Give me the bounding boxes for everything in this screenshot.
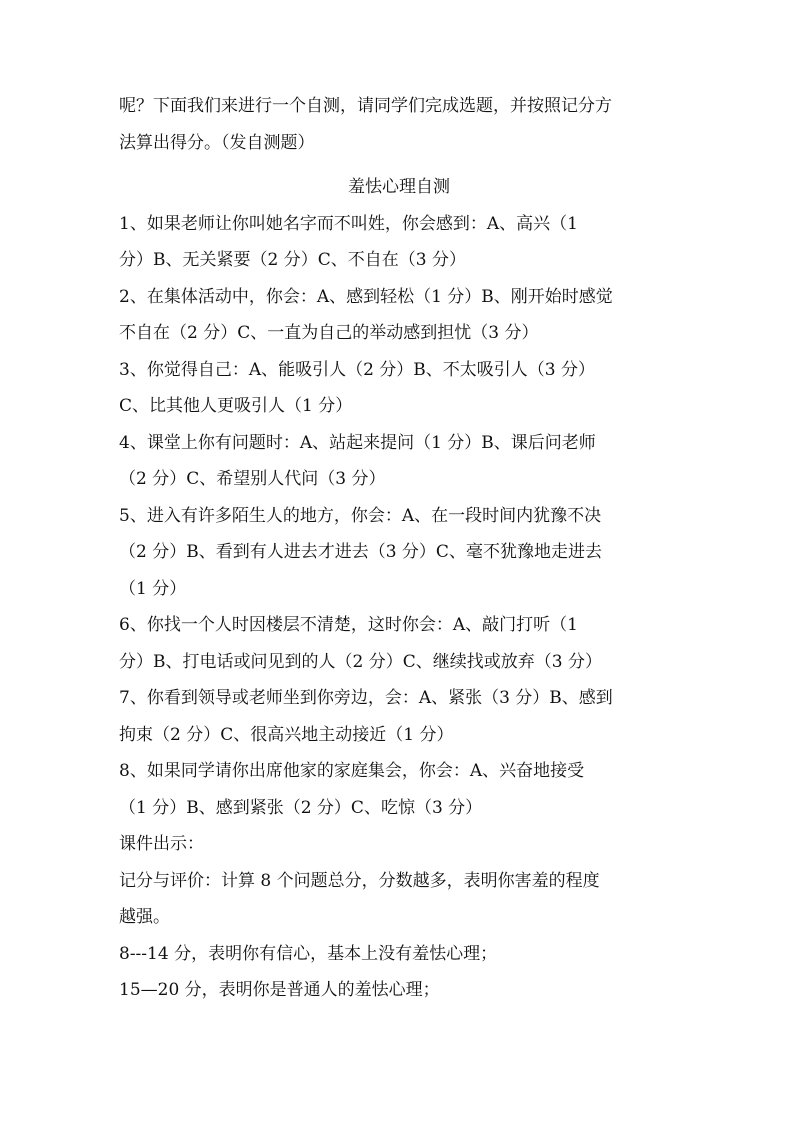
question-line: 4、课堂上你有问题时：A、站起来提问（1 分）B、课后问老师 [119, 432, 596, 453]
question-line: 2、在集体活动中，你会：A、感到轻松（1 分）B、刚开始时感觉 [119, 286, 613, 307]
question-line: 分）B、无关紧要（2 分）C、不自在（3 分） [119, 250, 466, 270]
question-4 [119, 425, 679, 498]
question-line: 分）B、打电话或问见到的人（2 分）C、继续找或放弃（3 分） [119, 651, 602, 672]
question-line: （1 分） [119, 578, 187, 599]
question-1 [119, 206, 679, 279]
question-line: 5、进入有许多陌生人的地方，你会：A、在一段时间内犹豫不决 [119, 505, 602, 526]
question-line: C、比其他人更吸引人（1 分） [119, 396, 353, 416]
question-list [119, 206, 679, 827]
question-line: 1、如果老师让你叫她名字而不叫姓，你会感到：A、高兴（1 [119, 213, 578, 234]
courseware-label: 课件出示： [119, 834, 204, 854]
spacer [119, 161, 679, 169]
result-item: 8---14 分，表明你有信心，基本上没有羞怯心理； [119, 943, 498, 964]
result-item: 15—20 分，表明你是普通人的羞怯心理； [119, 980, 440, 1000]
question-6 [119, 607, 679, 680]
scoring-line-1: 记分与评价：计算 8 个问题总分，分数越多，表明你害羞的程度 [119, 870, 600, 891]
question-line: 不自在（2 分）C、一直为自己的举动感到担忧（3 分） [119, 323, 539, 343]
result-list [119, 936, 679, 1009]
question-line: 7、你看到领导或老师坐到你旁边，会：A、紧张（3 分）B、感到 [119, 688, 613, 708]
document-body [119, 88, 679, 1009]
scoring-paragraph [119, 863, 679, 936]
question-line: 拘束（2 分）C、很高兴地主动接近（1 分） [119, 724, 454, 745]
question-line: 6、你找一个人时因楼层不清楚，这时你会：A、敲门打听（1 [119, 615, 578, 635]
question-5 [119, 498, 679, 608]
question-line: （1 分）B、感到紧张（2 分）C、吃惊（3 分） [119, 797, 483, 818]
intro-line-1: 呢？下面我们来进行一个自测，请同学们完成选题，并按照记分方 [119, 96, 612, 116]
question-3 [119, 352, 679, 425]
intro-paragraph [119, 88, 679, 161]
question-line: （2 分）B、看到有人进去才进去（3 分）C、毫不犹豫地走进去 [119, 542, 602, 562]
question-2 [119, 279, 679, 352]
question-line: 8、如果同学请你出席他家的家庭集会，你会：A、兴奋地接受 [119, 761, 585, 781]
quiz-title: 羞怯心理自测 [348, 177, 450, 197]
question-7 [119, 680, 679, 753]
question-line: （2 分）C、希望别人代问（3 分） [119, 469, 386, 489]
intro-line-2: 法算出得分。（发自测题） [119, 132, 315, 153]
scoring-line-2: 越强。 [119, 907, 170, 927]
question-line: 3、你觉得自己：A、能吸引人（2 分）B、不太吸引人（3 分） [119, 359, 596, 380]
question-8 [119, 753, 679, 826]
